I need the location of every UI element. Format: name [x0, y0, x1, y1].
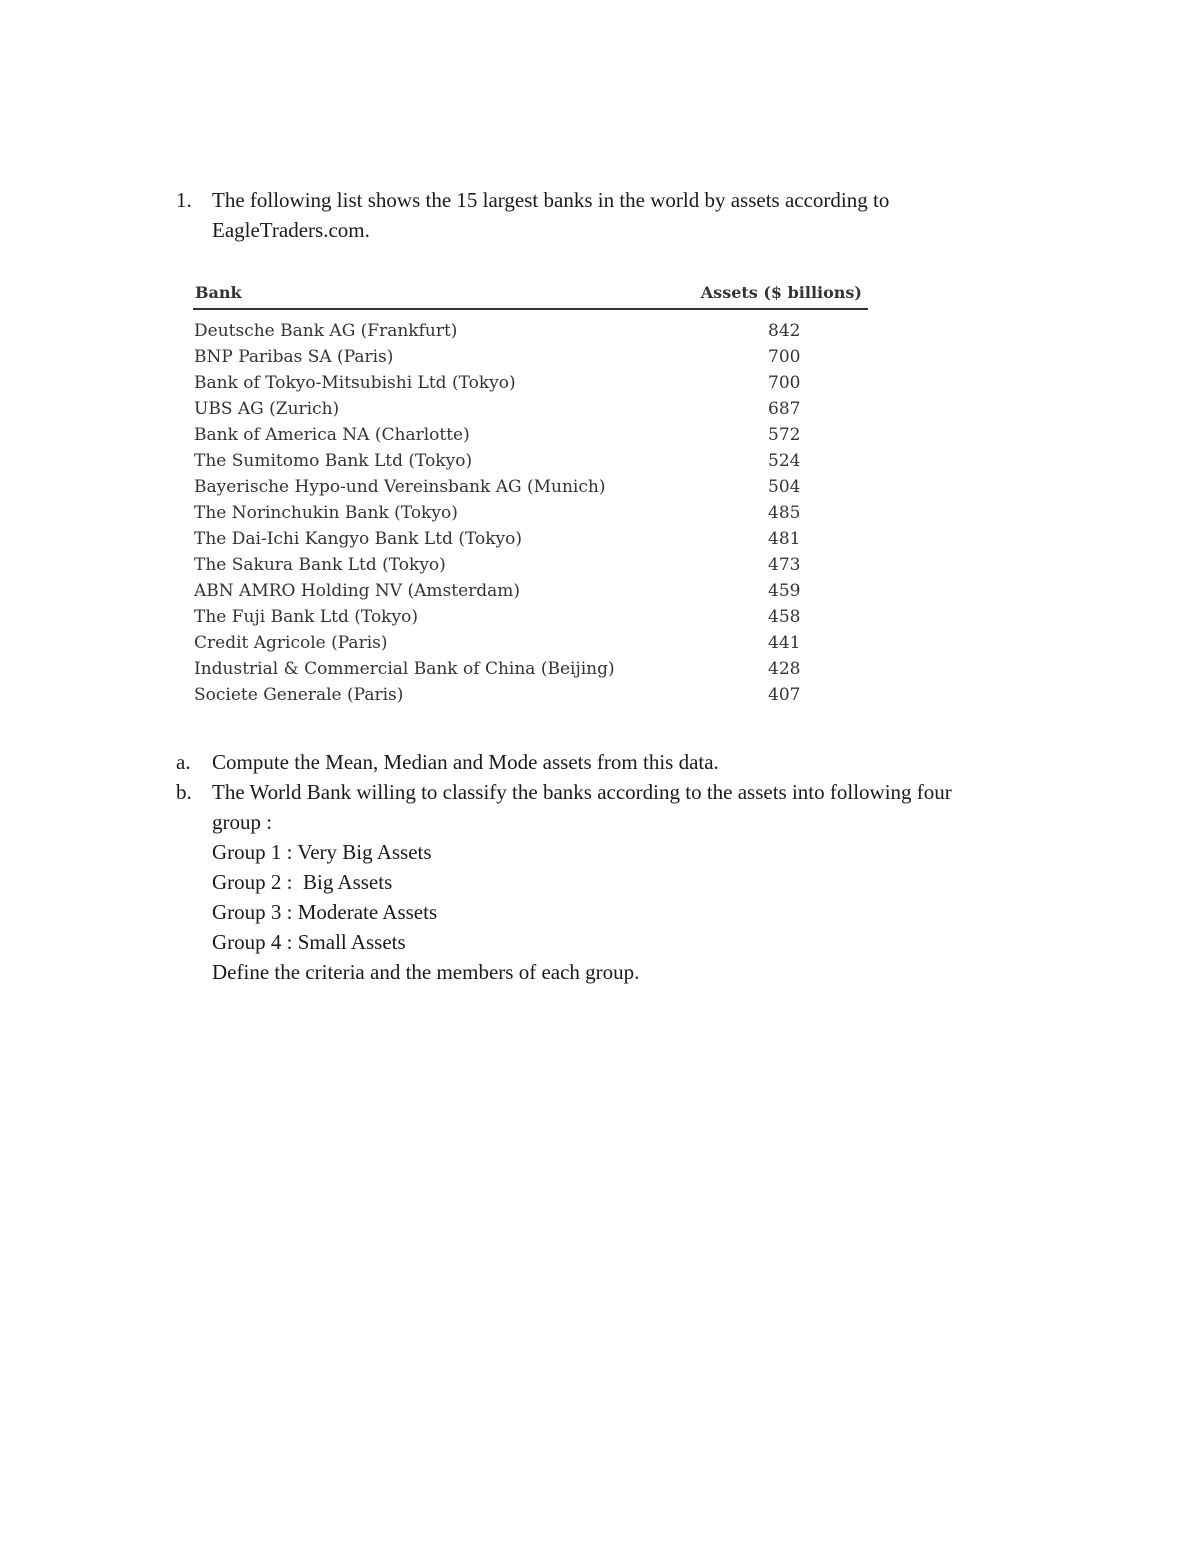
bank-assets: 441	[768, 633, 801, 653]
sub-questions	[176, 747, 1076, 987]
bank-assets: 458	[768, 607, 801, 627]
table-row	[193, 682, 868, 708]
bank-name: The Sakura Bank Ltd (Tokyo)	[194, 555, 446, 575]
bank-name: BNP Paribas SA (Paris)	[194, 347, 394, 367]
bank-name: Bayerische Hypo-und Vereinsbank AG (Munich)	[194, 477, 606, 497]
bank-assets: 473	[768, 555, 801, 575]
bank-assets: 459	[768, 581, 801, 601]
table-row	[193, 604, 868, 630]
table-row	[193, 578, 868, 604]
bank-assets: 700	[768, 347, 801, 367]
table-row	[193, 526, 868, 552]
bank-assets: 481	[768, 529, 801, 549]
bank-name: UBS AG (Zurich)	[194, 399, 340, 419]
table-header	[193, 281, 868, 310]
group-3: Group 3 : Moderate Assets	[212, 900, 438, 924]
bank-name: Societe Generale (Paris)	[194, 685, 404, 705]
bank-assets-table	[193, 281, 868, 708]
header-assets: Assets ($ billions)	[700, 283, 862, 302]
part-b-letter: b.	[176, 780, 192, 804]
bank-assets: 700	[768, 373, 801, 393]
part-b-line-2: group :	[212, 810, 273, 834]
bank-assets: 687	[768, 399, 801, 419]
group-4: Group 4 : Small Assets	[212, 930, 406, 954]
group-1: Group 1 : Very Big Assets	[212, 840, 432, 864]
question-text-line-1: The following list shows the 15 largest banks in the world by assets according to	[212, 188, 890, 212]
part-b-closing: Define the criteria and the members of each group.	[212, 960, 640, 984]
bank-assets: 572	[768, 425, 801, 445]
table-row	[193, 344, 868, 370]
table-row	[193, 656, 868, 682]
bank-name: The Sumitomo Bank Ltd (Tokyo)	[194, 451, 473, 471]
bank-name: ABN AMRO Holding NV (Amsterdam)	[194, 581, 521, 601]
table-row	[193, 500, 868, 526]
bank-assets: 524	[768, 451, 801, 471]
part-b-line-1: The World Bank willing to classify the banks according to the assets into following four	[212, 780, 952, 804]
table-row	[193, 318, 868, 344]
part-a	[176, 747, 1076, 777]
table-row	[193, 396, 868, 422]
bank-assets: 485	[768, 503, 801, 523]
table-row	[193, 474, 868, 500]
part-b	[176, 777, 1076, 987]
bank-name: The Fuji Bank Ltd (Tokyo)	[194, 607, 418, 627]
question-text	[212, 185, 1032, 245]
part-a-letter: a.	[176, 750, 191, 774]
part-a-text: Compute the Mean, Median and Mode assets from this data.	[212, 750, 719, 774]
table-row	[193, 422, 868, 448]
bank-name: The Norinchukin Bank (Tokyo)	[194, 503, 458, 523]
table-body	[193, 318, 868, 708]
bank-assets: 842	[768, 321, 801, 341]
header-bank: Bank	[195, 283, 242, 302]
bank-assets: 428	[768, 659, 801, 679]
bank-assets: 407	[768, 685, 801, 705]
bank-name: The Dai-Ichi Kangyo Bank Ltd (Tokyo)	[194, 529, 522, 549]
table-row	[193, 448, 868, 474]
bank-name: Bank of America NA (Charlotte)	[194, 425, 470, 445]
group-2: Group 2 : Big Assets	[212, 870, 393, 894]
table-row	[193, 630, 868, 656]
table-row	[193, 370, 868, 396]
question-text-line-2: EagleTraders.com.	[212, 218, 370, 242]
question-number: 1.	[176, 188, 192, 212]
bank-name: Bank of Tokyo-Mitsubishi Ltd (Tokyo)	[194, 373, 516, 393]
bank-name: Credit Agricole (Paris)	[194, 633, 388, 653]
bank-assets: 504	[768, 477, 801, 497]
bank-name: Industrial & Commercial Bank of China (Beijing)	[194, 659, 615, 679]
bank-name: Deutsche Bank AG (Frankfurt)	[194, 321, 458, 341]
table-row	[193, 552, 868, 578]
